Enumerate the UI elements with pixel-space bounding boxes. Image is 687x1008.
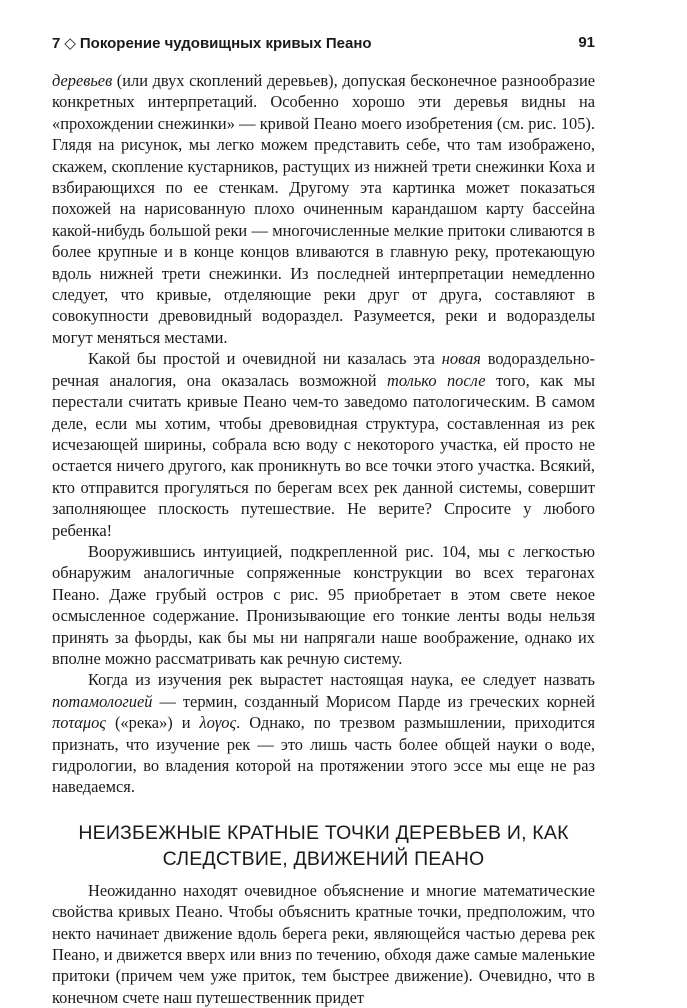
paragraph-5: Неожиданно находят очевидное объяснение и многие математические свойства кривых Пеано. Чтобы объяснить кратные точки, предположим, что некто начинает движение вдоль берега реки, являющейся частью дерева рек Пеано, и движется вверх или вниз по течению, обходя даже самые маленькие притоки (причем чем уже приток, тем быстрее движение). Очевидно, что в конечном счете наш путешественник придет	[52, 880, 595, 1007]
paragraph-text: (или двух скоплений деревьев), допуская бесконечное разнообразие конкретных интерпретаций. Особенно хорошо эти деревья видны на «прохождении снежинки» — кривой Пеано моего изобретения (см. рис. 105). Глядя на рисунок, мы легко можем представить себе, что там изображено, скажем, скопление кустарников, растущих из нижней трети снежинки Коха и взбирающихся по ее стенкам. Другому эта картинка может показаться похожей на нарисованную плохо очиненным карандашом карту бассейна какой-нибудь большой реки — многочисленные мелкие притоки сливаются в более крупные и в конце концов вливаются в главную реку, протекающую вдоль нижней трети снежинки. Из последней интерпретации немедленно следует, что кривые, отделяющие реки друг от друга, составляют в совокупности древовидный водораздел. Разумеется, реки и водоразделы могут меняться местами.	[52, 71, 595, 347]
paragraph-text: — термин, созданный Морисом Парде из греческих корней	[152, 691, 595, 711]
italic-emphasis: новая	[441, 349, 481, 369]
greek-word: λογος	[199, 713, 237, 733]
diamond-separator-icon: ◇	[64, 35, 76, 52]
greek-word: ποταμος	[52, 713, 106, 733]
paragraph-text: («река») и	[105, 713, 200, 733]
italic-emphasis: только после	[387, 370, 486, 390]
paragraph-1	[52, 70, 595, 348]
paragraph-4	[52, 669, 595, 797]
chapter-heading	[52, 34, 372, 52]
chapter-title: Покорение чудовищных кривых Пеано	[79, 35, 372, 52]
chapter-number: 7	[52, 35, 61, 52]
paragraph-text: Когда из изучения рек вырастет настоящая наука, ее следует назвать	[88, 670, 595, 690]
italic-term: потамологией	[52, 691, 153, 711]
paragraph-text: того, как мы перестали считать кривые Пеано чем-то заведомо патологическим. В самом деле, если мы хотим, чтобы древовидная структура, составленная из рек исчезающей ширины, собрала всю воду с некоторого участка, ей просто не остается ничего другого, как проникнуть во все точки этого участка. Всякий, кто отправится прогуляться по берегам всех рек данной системы, совершит заполняющее плоскость путешествие. Не верите? Спросите у любого ребенка!	[52, 370, 595, 540]
running-header	[52, 34, 595, 56]
italic-term: деревьев	[52, 71, 113, 90]
page-number: 91	[578, 34, 595, 51]
paragraph-2	[52, 348, 595, 541]
paragraph-text: . Однако, по трезвом размышлении, приходится признать, что изучение рек — это лишь часть более общей науки о воде, гидрологии, во владения которой на протяжении этого эссе мы еще не раз наведаемся.	[52, 713, 595, 797]
paragraph-3: Вооружившись интуицией, подкрепленной рис. 104, мы с легкостью обнаружим аналогичные сопряженные конструкции во всех терагонах Пеано. Даже грубый остров с рис. 95 приобретает в этом свете некое осмысленное содержание. Пронизывающие его тонкие ленты воды нельзя принять за фьорды, как бы мы ни напрягали наше воображение, однако их вполне можно рассматривать как речную систему.	[52, 541, 595, 668]
paragraph-text: водораздельноречная аналогия, она оказалась возможной	[52, 349, 596, 390]
paragraph-text: Какой бы простой и очевидной ни казалась эта	[88, 349, 442, 369]
page-body	[52, 70, 595, 1008]
section-title: НЕИЗБЕЖНЫЕ КРАТНЫЕ ТОЧКИ ДЕРЕВЬЕВ И, КАК СЛЕДСТВИЕ, ДВИЖЕНИЙ ПЕАНО	[78, 821, 569, 870]
